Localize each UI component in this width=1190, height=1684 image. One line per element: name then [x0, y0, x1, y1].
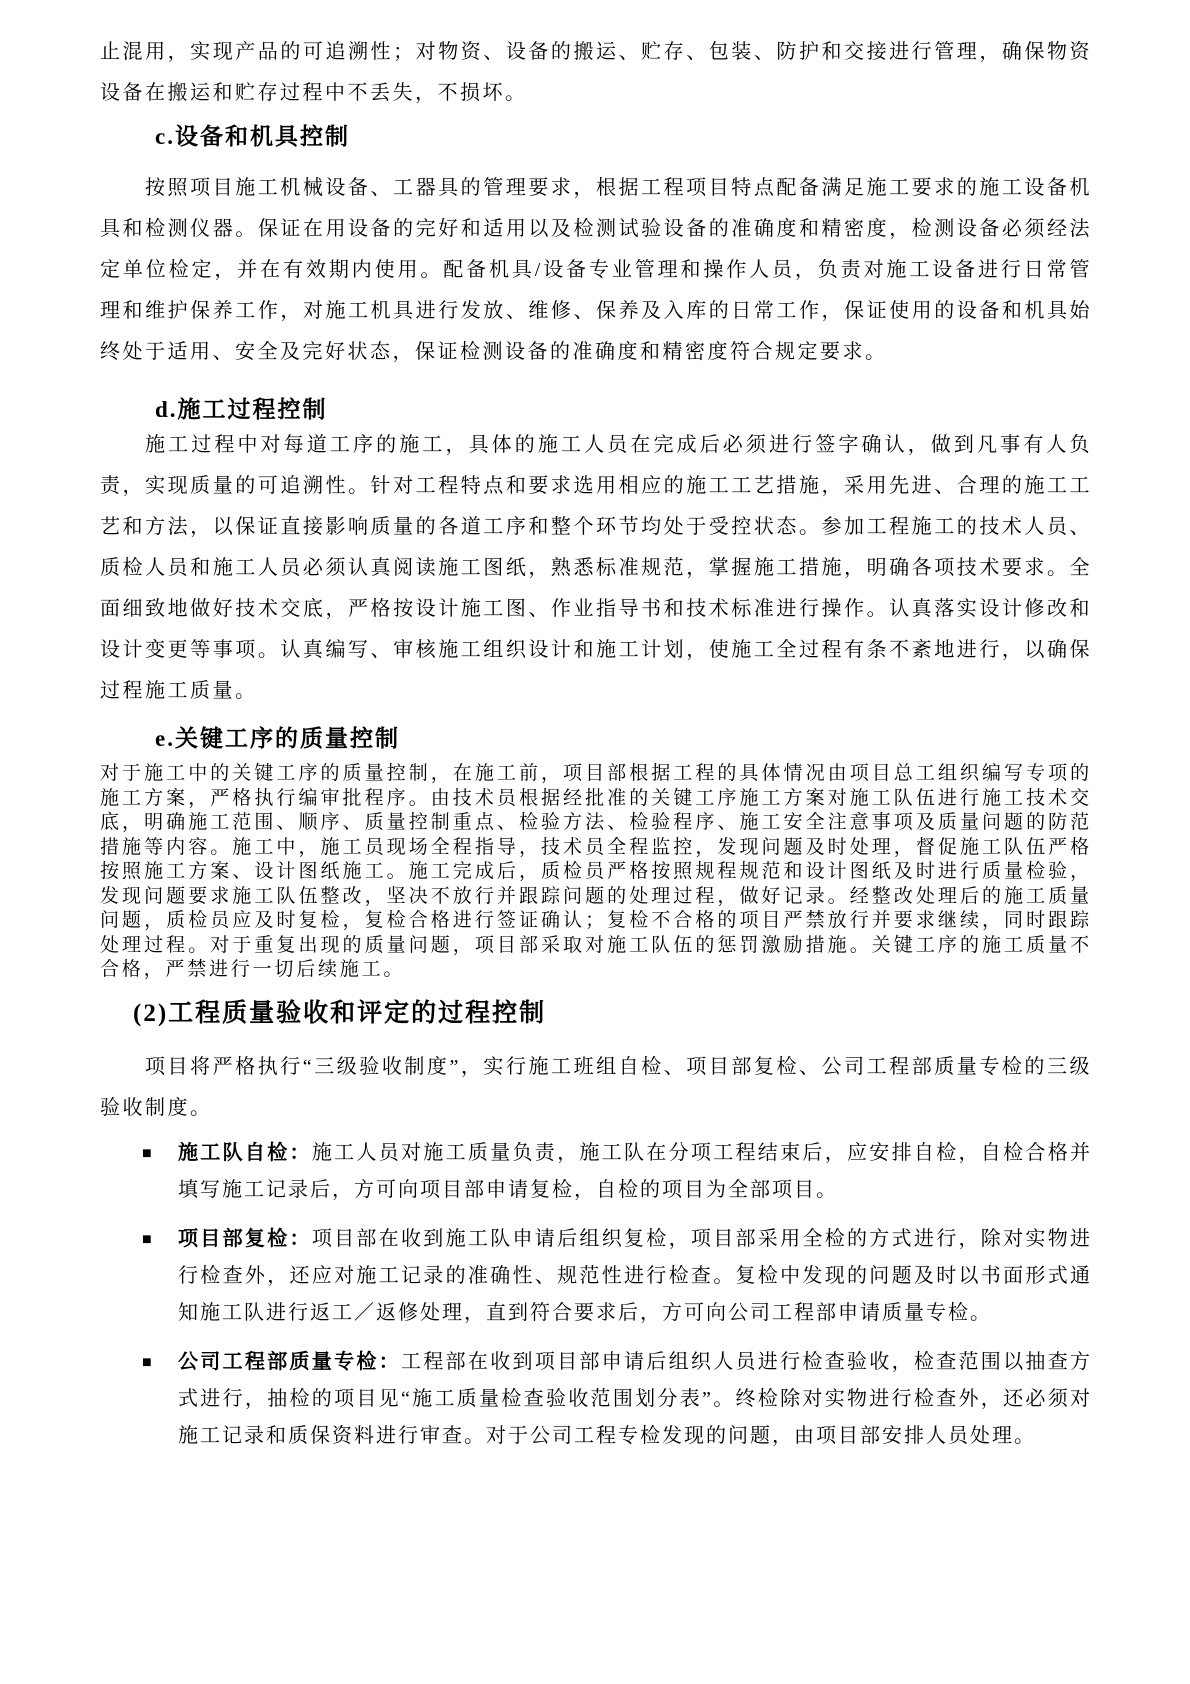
section-d-body: 施工过程中对每道工序的施工，具体的施工人员在完成后必须进行签字确认，做到凡事有人负责，实现质量的可追溯性。针对工程特点和要求选用相应的施工工艺措施，采用先进、合理的施工工艺和方法，以保证直接影响质量的各道工序和整个环节均处于受控状态。参加工程施工的技术人员、质检人员和施工人员必须认真阅读施工图纸，熟悉标准规范，掌握施工措施，明确各项技术要求。全面细致地做好技术交底，严格按设计施工图、作业指导书和技术标准进行操作。认真落实设计修改和设计变更等事项。认真编写、审核施工组织设计和施工计划，使施工全过程有条不紊地进行，以确保过程施工质量。	[100, 434, 1092, 702]
three-level-inspection-list	[100, 1135, 1092, 1455]
list-item-project-recheck	[100, 1221, 1092, 1332]
continuation-paragraph: 止混用，实现产品的可追溯性；对物资、设备的搬运、贮存、包装、防护和交接进行管理，确保物资设备在搬运和贮存过程中不丢失，不损坏。	[100, 41, 1092, 104]
section-e-heading: e.关键工序的质量控制	[155, 726, 400, 751]
list-item-text: 施工人员对施工质量负责，施工队在分项工程结束后，应安排自检，自检合格并填写施工记录后，方可向项目部申请复检，自检的项目为全部项目。	[178, 1141, 1093, 1201]
section-2-intro-paragraph: 项目将严格执行“三级验收制度”，实行施工班组自检、项目部复检、公司工程部质量专检的三级验收制度。	[100, 1055, 1092, 1119]
section-e-body: 对于施工中的关键工序的质量控制，在施工前，项目部根据工程的具体情况由项目总工组织编写专项的施工方案，严格执行编审批程序。由技术员根据经批准的关键工序施工方案对施工队伍进行施工技术交底，明确施工范围、顺序、质量控制重点、检验方法、检验程序、施工安全注意事项及质量问题的防范措施等内容。施工中，施工员现场全程指导，技术员全程监控，发现问题及时处理，督促施工队伍严格按照施工方案、设计图纸施工。施工完成后，质检员严格按照规程规范和设计图纸及时进行质量检验，发现问题要求施工队伍整改，坚决不放行并跟踪问题的处理过程，做好记录。经整改处理后的施工质量问题，质检员应及时复检，复检合格进行签证确认；复检不合格的项目严禁放行并要求继续，同时跟踪处理过程。对于重复出现的质量问题，项目部采取对施工队伍的惩罚激励措施。关键工序的施工质量不合格，严禁进行一切后续施工。	[100, 763, 1092, 980]
section-c-body: 按照项目施工机械设备、工器具的管理要求，根据工程项目特点配备满足施工要求的施工设备机具和检测仪器。保证在用设备的完好和适用以及检测试验设备的准确度和精密度，检测设备必须经法定单位检定，并在有效期内使用。配备机具/设备专业管理和操作人员，负责对施工设备进行日常管理和维护保养工作，对施工机具进行发放、维修、保养及入库的日常工作，保证使用的设备和机具始终处于适用、安全及完好状态，保证检测设备的准确度和精密度符合规定要求。	[100, 177, 1092, 363]
list-item-text: 工程部在收到项目部申请后组织人员进行检查验收，检查范围以抽查方式进行，抽检的项目见“施工质量检查验收范围划分表”。终检除对实物进行检查外，还必须对施工记录和质保资料进行审查。对于公司工程专检发现的问题，由项目部安排人员处理。	[178, 1350, 1092, 1447]
list-item-label: 公司工程部质量专检：	[178, 1350, 401, 1373]
list-item-label: 施工队自检：	[178, 1141, 312, 1164]
list-item-label: 项目部复检：	[178, 1227, 312, 1250]
bullet-square-icon: ■	[142, 1353, 154, 1371]
list-item-company-special-check	[100, 1344, 1092, 1455]
section-2-heading: (2)工程质量验收和评定的过程控制	[133, 999, 547, 1027]
list-item-text: 项目部在收到施工队申请后组织复检，项目部采用全检的方式进行，除对实物进行检查外，还应对施工记录的准确性、规范性进行检查。复检中发现的问题及时以书面形式通知施工队进行返工／返修处理，直到符合要求后，方可向公司工程部申请质量专检。	[178, 1227, 1093, 1324]
section-c-heading: c.设备和机具控制	[155, 124, 350, 149]
bullet-square-icon: ■	[142, 1144, 154, 1162]
list-item-team-self-check	[100, 1135, 1092, 1209]
section-d-heading: d.施工过程控制	[155, 397, 328, 422]
bullet-square-icon: ■	[142, 1230, 154, 1248]
